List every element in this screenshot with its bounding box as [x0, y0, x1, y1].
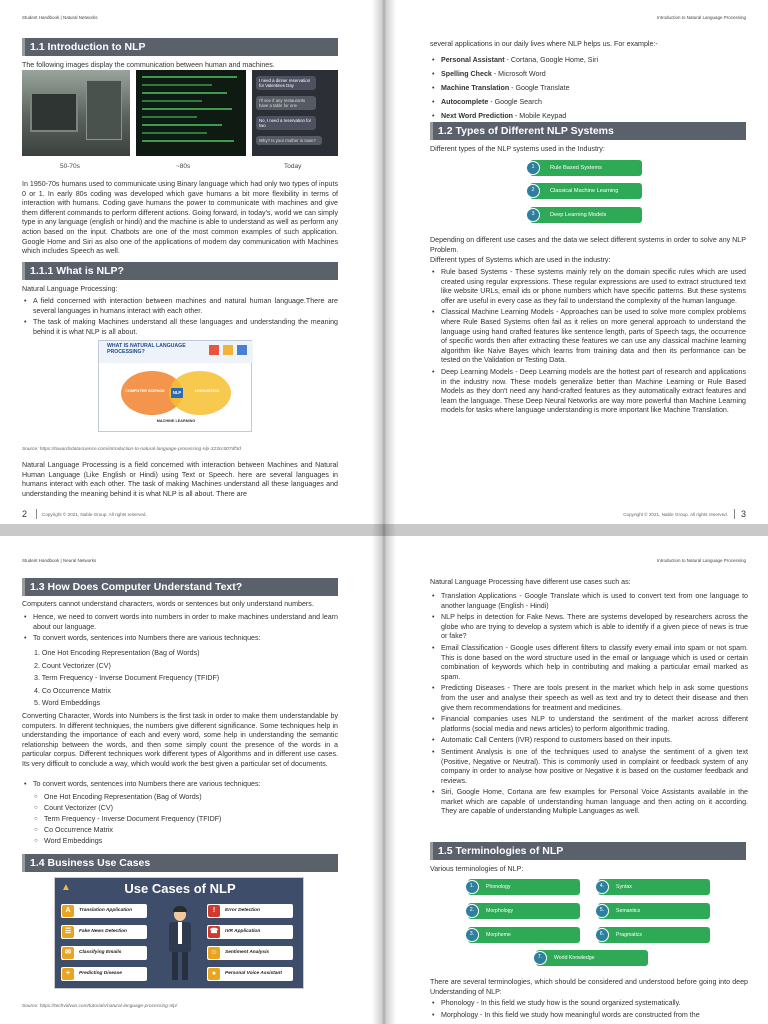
- terms-intro: Various terminologies of NLP:: [430, 865, 524, 873]
- list-item: • Predicting Diseases - There are tools present in the market which help in ask some questions from the user and analyse their speech as well as text and try to detect their disease and then give them recommendations for treatment and medicines.: [430, 684, 748, 713]
- list-item: • Financial companies uses NLP to understand the sentiment of the market across different platforms (social media and news articles) to perform algorithmic trading.: [430, 715, 748, 734]
- list-item: ○ Word Embeddings: [34, 836, 338, 847]
- term-box: 4. Syntax: [598, 879, 710, 895]
- email-icon: ✉: [62, 947, 74, 959]
- list-item: • Autocomplete - Google Search: [430, 96, 750, 108]
- usecase-sentiment: ☺ Sentiment Analysis: [207, 946, 293, 960]
- list-item: • Rule based Systems - These systems mainly rely on the domain specific rules which are used created using regular expressions. These regular expressions are used to extract structured text like website URLs, email ids or phone numbers which have specific patterns. But these systems offer are useful in every case as they fail to understand the complexity of the human language.: [430, 268, 746, 306]
- list-item: • To convert words, sentences into Numbers there are various techniques:: [22, 634, 338, 644]
- system-box: [530, 207, 642, 223]
- usecase-fake-news: ☰ Fake News Detection: [61, 925, 147, 939]
- systems-paragraph-2: Different types of Systems which are used in the industry:: [430, 256, 611, 264]
- running-header: Introduction to Natural Language Processing: [656, 15, 746, 20]
- list-item: • Automatic Call Centers (IVR) respond to customers based on their inputs.: [430, 736, 748, 746]
- system-number: 2: [526, 184, 540, 198]
- page-number: 3: [740, 509, 746, 519]
- list-item: 5. Word Embeddings: [34, 699, 101, 707]
- techniques-circles: [22, 792, 338, 847]
- list-item: ○ Count Vectorizer (CV): [34, 803, 338, 814]
- page-5: [384, 536, 768, 1024]
- term-box: 3. Morpheme: [468, 927, 580, 943]
- convert-bullets-2: [22, 780, 338, 792]
- infographic-title: Use Cases of NLP: [124, 881, 236, 896]
- running-header: Student Handbook | Natural Networks: [22, 15, 98, 20]
- section-title: 1.5 Terminologies of NLP: [430, 842, 746, 860]
- photo-code-screen: [136, 70, 246, 156]
- system-label: Deep Learning Models: [550, 212, 607, 218]
- examples-intro: several applications in our daily lives where NLP helps us. For example:-: [430, 40, 658, 48]
- system-number: 1: [526, 161, 540, 175]
- list-item: ○ Co Occurrence Matrix: [34, 825, 338, 836]
- usecases-bullets: [430, 592, 748, 819]
- chat-bubble: I need a dinner reservation for Valentines Day: [256, 76, 316, 90]
- list-item: • Email Classification - Google uses different filters to classify every email into spam or not spam. This is done based on the word structure used in the email or language which is used or certain combination of keywords which help in contributing and making a particular email marked as spam.: [430, 644, 748, 682]
- businessman-illustration: [167, 908, 193, 988]
- chat-bubble: Why? Is your mother in town?: [256, 136, 322, 145]
- system-number: 3: [526, 208, 540, 222]
- running-header: Introduction to Natural Language Processing: [656, 558, 746, 563]
- list-item: • Classical Machine Learning Models - Approaches can be used to solve more complex problems where Rule Based Systems often fail as it relies on more general approach to understand the language using hand crafted features like sentence length, parts of Speech tags, the occurrence of specific words then after extracting these features we can use any classical machine learning algorithm like Naive Bayes which learns from training data and then its performance can be tested on the Validation or Testing Data.: [430, 308, 746, 366]
- page-3: [384, 0, 768, 524]
- list-item: • A field concerned with interaction between machines and natural human language.There are several languages in humans interact with each other.: [22, 297, 338, 316]
- list-item: 2. Count Vectorizer (CV): [34, 661, 111, 670]
- venn-center: NLP: [171, 388, 183, 398]
- section-title: 1.2 Types of Different NLP Systems: [430, 122, 746, 140]
- venn-bottom: MACHINE LEARNING: [156, 419, 196, 423]
- nlp-bullets: [22, 297, 338, 339]
- list-item: • Morphology - In this field we study how meaningful words are constructed from the: [430, 1011, 748, 1021]
- news-icon: ☰: [62, 926, 74, 938]
- list-item: • Personal Assistant - Cortana, Google Home, Siri: [430, 54, 750, 66]
- intro-text: Computers cannot understand characters, words or sentences but only understand numbers.: [22, 600, 314, 608]
- section-title-2: 1.4 Business Use Cases: [22, 854, 338, 872]
- medical-icon: +: [62, 968, 74, 980]
- system-label: Classical Machine Learning: [550, 188, 619, 194]
- page-number: 2: [22, 509, 28, 519]
- venn-right: LINGUISTICS: [194, 389, 220, 393]
- nlp-venn-figure: [98, 340, 252, 432]
- flame-icon: ▲: [61, 882, 71, 893]
- nlp-label: Natural Language Processing:: [22, 285, 118, 293]
- system-box: [530, 183, 642, 199]
- chat-bubble: I'll see if any restaurants have a table for one: [256, 96, 316, 110]
- figure-icon: [209, 345, 219, 355]
- term-box: 7. World Knowledge: [536, 950, 648, 966]
- history-paragraph: In 1950-70s humans used to communicate using Binary language which had only two types of inputs 0 or 1. In early 80s coding was developed which gave humans a bit more flexibility in terms of interaction with humans. Coding gave humans the power to communicate with machines and give them different commands to perform different actions. Going forward, in today's, world we can simply type in any language (english or hindi) and the machine is able to understand as well as perform any action based on the input. Chatbots are one of the most common examples of such application. Google Home and Siri as also one of the applications of modern day communication with Machines which includes Speech as well.: [22, 180, 338, 256]
- term-box: 1. Phonology: [468, 879, 580, 895]
- usecase-disease: + Predicting Disease: [61, 967, 147, 981]
- list-item: • Deep Learning Models - Deep Learning models are the hottest part of research and applications in the industry now. These models generalize better than Machine Learning or Rule Based Models as they don't need any hand-crafted features as they automatically extract features and learn the language. These Deep Neural Networks are way more powerful than Machine Learning models for tasks where language understanding is more important like Machine Translation.: [430, 368, 746, 416]
- footer-copyright: Copyright © 2021, Nable Group. All rights reserved.: [623, 512, 728, 517]
- source-link: Source: https://towardsdatascience.com/introduction-to-natural-language-processing-nlp-323cc007df3d: [22, 447, 241, 452]
- terms-paragraph: There are several terminologies, which should be considered and understood before going into deep Understanding of NLP:: [430, 978, 748, 996]
- usecase-voice-assistant: ● Personal Voice Assistant: [207, 967, 293, 981]
- list-item: 3. Term Frequency - Inverse Document Frequency (TFIDF): [34, 674, 220, 682]
- system-label: Rule Based Systems: [550, 165, 602, 171]
- system-box: [530, 160, 642, 176]
- systems-paragraph: Depending on different use cases and the data we select different systems in order to solve any NLP Problem.: [430, 236, 746, 254]
- systems-details: [430, 268, 746, 418]
- translate-icon: A: [62, 905, 74, 917]
- figure-icon: [237, 345, 247, 355]
- list-item: • Machine Translation - Google Translate: [430, 82, 750, 94]
- intro-text: The following images display the communication between human and machines.: [22, 61, 275, 69]
- photo-chatbot: [252, 70, 338, 156]
- usecase-error-detection: ! Error Detection: [207, 904, 293, 918]
- list-item: • Next Word Prediction - Mobile Keypad: [430, 110, 750, 122]
- list-item: • Phonology - In this field we study how is the sound organized systematically.: [430, 999, 748, 1009]
- page-2: [0, 0, 384, 524]
- warning-icon: !: [208, 905, 220, 917]
- list-item: 1. One Hot Encoding Representation (Bag of Words): [34, 649, 200, 657]
- figure-title: WHAT IS NATURAL LANGUAGE PROCESSING?: [107, 343, 186, 355]
- chat-bubble: No, I need a reservation for two: [256, 116, 316, 130]
- techniques-paragraph: Converting Character, Words into Numbers is the first task in order to make them understandable by computers. In different techniques, the numbers give different significance. Some techniques help in understanding the importance of each and every word, some help in understanding the semantic relationship between the words, and then some simply count the presence of the words in a particular corpus. Different techniques work different types of Algorithms and in different use cases. Its very difficult to conclude a way, which would work the best given a particular set of documents.: [22, 712, 338, 768]
- running-header: Student Handbook | Neural Networks: [22, 558, 97, 563]
- caption-80s: ~80s: [176, 163, 191, 170]
- convert-bullets: [22, 613, 338, 646]
- terms-bullets: [430, 999, 748, 1022]
- list-item: 4. Co Occurrence Matrix: [34, 686, 111, 695]
- footer-copyright: Copyright © 2021, Nable Group. All rights reserved.: [42, 512, 147, 517]
- list-item: • Sentiment Analysis is one of the techniques used to analyse the sentiment of a given text (Positive, Negative or Neutral). This is commonly used in complaint or feedback system of any company in order to analyse how positive or Negative it is based on the customer feedback and reviews.: [430, 748, 748, 786]
- list-item: • The task of making Machines understand all these languages and understanding the meaning behind it is what NLP is all about.: [22, 318, 338, 337]
- list-item: ○ Term Frequency - Inverse Document Frequency (TFIDF): [34, 814, 338, 825]
- list-item: ○ One Hot Encoding Representation (Bag of Words): [34, 792, 338, 803]
- usecase-translation: A Translation Application: [61, 904, 147, 918]
- list-item: • Translation Applications - Google Translate which is used to convert text from one language to another language (English - Hindi): [430, 592, 748, 611]
- caption-50s: 50-70s: [60, 163, 80, 170]
- term-box: 2. Morphology: [468, 903, 580, 919]
- source-link: Source: https://techvidvan.com/tutorials/natural-language-processing-nlp/: [22, 1004, 178, 1009]
- definition-paragraph: Natural Language Processing is a field concerned with interaction between Machines and Natural Human Language (Like English or Hindi) using Text or Speech. here are several languages in humans interact with each other. The task of making Machines understand all these languages and understanding the meaning behind it is what NLP is all about. There are: [22, 461, 338, 498]
- use-cases-infographic: [54, 877, 304, 989]
- phone-icon: ☎: [208, 926, 220, 938]
- term-box: 5. Semantics: [598, 903, 710, 919]
- figure-icon: [223, 345, 233, 355]
- list-item: • Spelling Check - Microsoft Word: [430, 68, 750, 80]
- techniques-list: [22, 648, 338, 711]
- usecase-emails: ✉ Classifying Emails: [61, 946, 147, 960]
- venn-left: COMPUTER SCIENCE: [125, 389, 165, 393]
- section-title: 1.1 Introduction to NLP: [22, 38, 338, 56]
- caption-today: Today: [284, 163, 302, 170]
- book-spine: [372, 0, 396, 1024]
- systems-intro: Different types of the NLP systems used in the Industry:: [430, 145, 605, 153]
- list-item: • To convert words, sentences into Numbers there are various techniques:: [22, 780, 338, 790]
- term-box: 6. Pragmatics: [598, 927, 710, 943]
- photo-binary-machine: [22, 70, 130, 156]
- usecases-intro: Natural Language Processing have different use cases such as:: [430, 578, 631, 586]
- list-item: • Siri, Google Home, Cortana are few examples for Personal Voice Assistants available in the market which are capable of understanding human language and then acting on it according. They are capable of understanding Multiple Languages as well.: [430, 788, 748, 817]
- smiley-icon: ☺: [208, 947, 220, 959]
- usecase-ivr: ☎ IVR Application: [207, 925, 293, 939]
- list-item: • NLP helps in detection for Fake News. There are systems developed by researchers across the globe who are trying to develop a system which is able to identify if a given piece of news is true or fake?: [430, 613, 748, 642]
- examples-list: [430, 54, 750, 124]
- subsection-title: 1.1.1 What is NLP?: [22, 262, 338, 280]
- section-title: 1.3 How Does Computer Understand Text?: [22, 578, 338, 596]
- list-item: • Hence, we need to convert words into numbers in order to make machines understand and learn about our language.: [22, 613, 338, 632]
- microphone-icon: ●: [208, 968, 220, 980]
